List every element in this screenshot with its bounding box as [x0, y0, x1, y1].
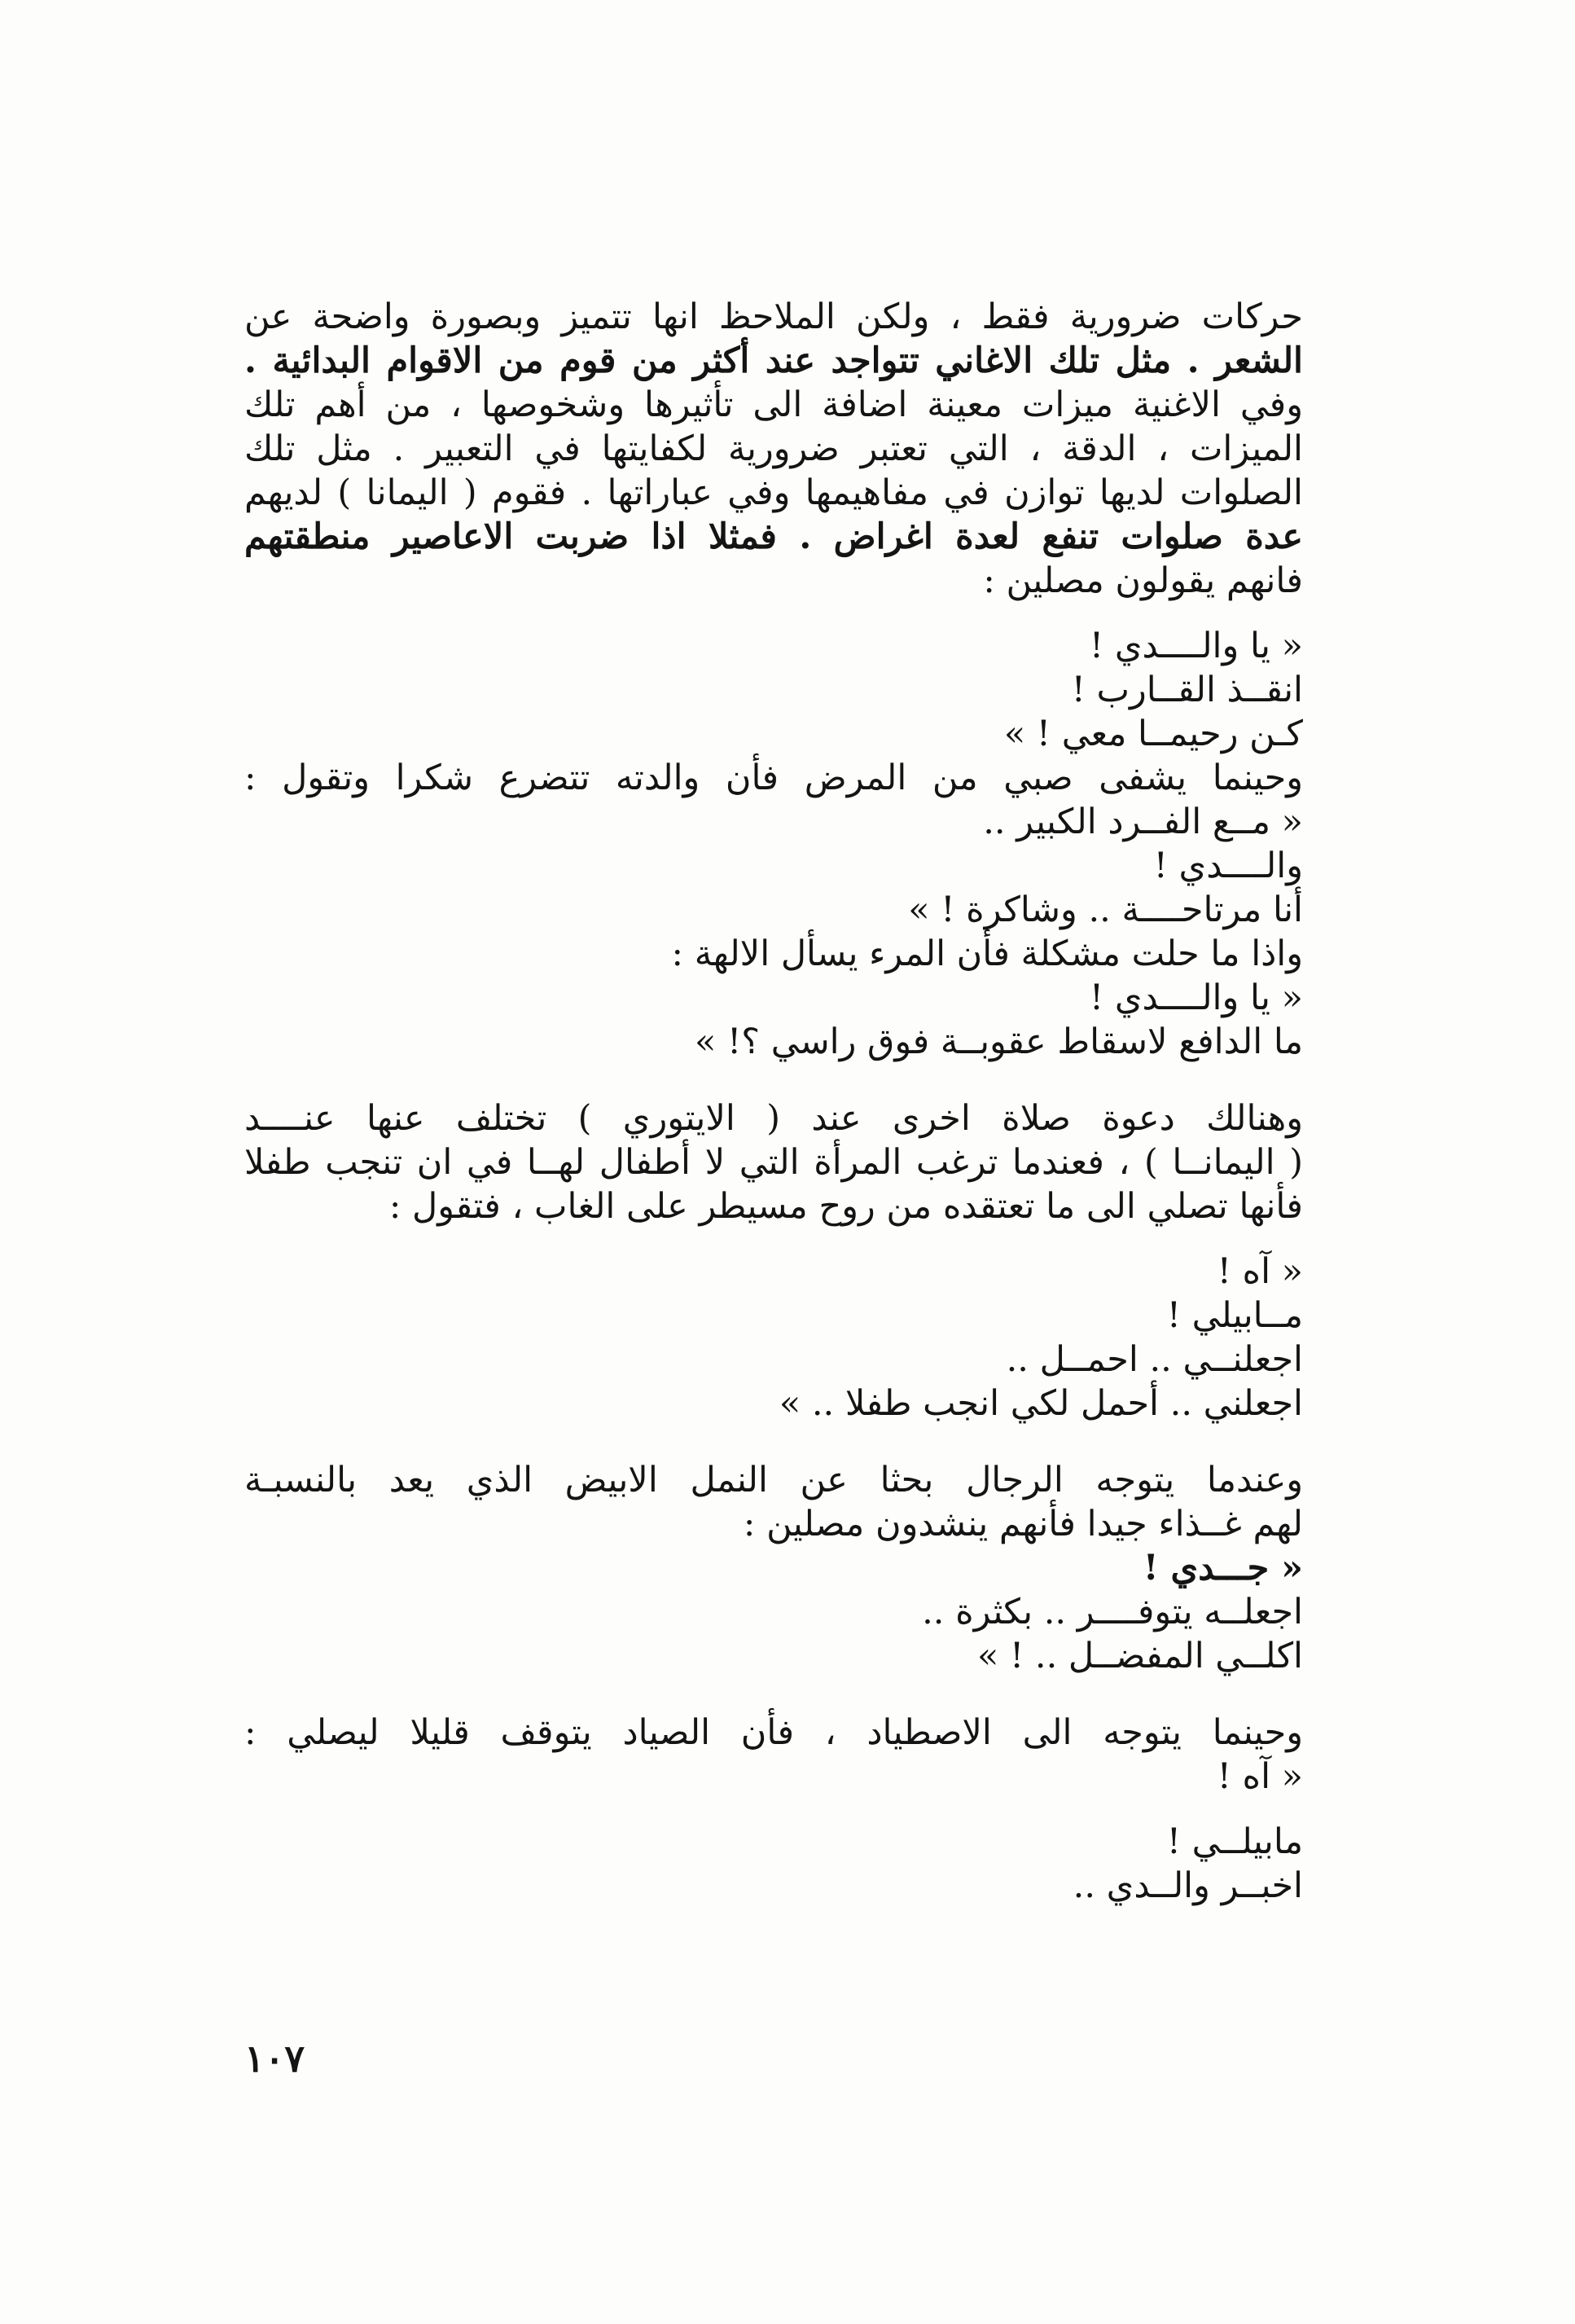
paragraph-5: [244, 1458, 1303, 1546]
paragraph-line: الشعر . مثل تلك الاغاني تتواجد عند أكثر من قوم من الاقوام البدائية .: [244, 340, 1303, 381]
page-body-text: [244, 295, 1303, 1908]
paragraph-line: فأنها تصلي الى ما تعتقده من روح مسيطر على الغاب ، فتقول :: [388, 1186, 1303, 1227]
verse-3: [244, 976, 1303, 1064]
verse-line: اجعلني .. أحمل لكي انجب طفلا .. »: [779, 1383, 1303, 1424]
verse-line: « يا والــــدي !: [1089, 626, 1303, 666]
verse-line: مــابيلي !: [1166, 1295, 1303, 1336]
verse-line: والــــدي !: [1153, 846, 1303, 886]
paragraph-line: ( اليمانــا ) ، فعندما ترغب المرأة التي لا أطفال لهــا في ان تنجب طفلا: [244, 1142, 1303, 1183]
verse-4: [244, 1250, 1303, 1426]
verse-line: اجعلــه يتوفــــر .. بكثرة ..: [922, 1592, 1303, 1632]
paragraph-line: الميزات ، الدقة ، التي تعتبر ضرورية لكفايتها في التعبير . مثل تلك: [244, 428, 1303, 469]
verse-line: كـن رحيمــا معي ! »: [1003, 714, 1303, 754]
paragraph-line: وهنالك دعوة صلاة اخرى عند ( الايتوري ) تختلف عنها عنــــد: [244, 1098, 1303, 1139]
paragraph-line: وفي الاغنية ميزات معينة اضافة الى تأثيرها وشخوصها ، من أهم تلك: [244, 384, 1303, 425]
paragraph-line: وحينما يشفى صبي من المرض فأن والدته تتضرع شكرا وتقول :: [244, 758, 1303, 798]
paragraph-line: حركات ضرورية فقط ، ولكن الملاحظ انها تتميز وبصورة واضحة عن: [244, 297, 1303, 337]
verse-line: « آه !: [1217, 1251, 1303, 1292]
paragraph-line: وحينما يتوجه الى الاصطياد ، فأن الصياد يتوقف قليلا ليصلي :: [244, 1712, 1303, 1753]
verse-line: « جـــدي !: [1143, 1548, 1303, 1588]
paragraph-line: وعندما يتوجه الرجال بحثا عن النمل الابيض الذي يعد بالنسبـة: [244, 1460, 1303, 1500]
verse-2: [244, 800, 1303, 932]
verse-1: [244, 624, 1303, 756]
paragraph-line: عدة صلوات تنفع لعدة اغراض . فمثلا اذا ضربت الاعاصير منطقتهم: [244, 516, 1303, 557]
verse-line: أنا مرتاحــــة .. وشاكرة ! »: [908, 890, 1303, 930]
verse-line: مابيلــي !: [1166, 1821, 1303, 1862]
paragraph-line: الصلوات لديها توازن في مفاهيمها وفي عباراتها . فقوم ( اليمانا ) لديهم: [244, 472, 1303, 513]
paragraph-4: [244, 1096, 1303, 1228]
paragraph-line: فانهم يقولون مصلين :: [983, 560, 1303, 601]
paragraph-line: لهم غــذاء جيدا فأنهم ينشدون مصلين :: [743, 1504, 1303, 1544]
verse-line: اجعلنــي .. احمــل ..: [1006, 1339, 1303, 1380]
page-number: ١٠٧: [244, 2036, 305, 2080]
verse-line: « آه !: [1217, 1756, 1303, 1797]
verse-line: انقــذ القــارب !: [1071, 670, 1303, 710]
verse-5: [244, 1546, 1303, 1678]
paragraph-1: [244, 295, 1303, 603]
verse-line: « مــع الفــرد الكبير ..: [983, 802, 1303, 842]
verse-6: [244, 1755, 1303, 1908]
verse-line: ما الدافع لاسقاط عقوبــة فوق راسي ؟! »: [695, 1021, 1303, 1062]
verse-line: اكلــي المفضــل .. ! »: [977, 1636, 1303, 1676]
paragraph-line: واذا ما حلت مشكلة فأن المرء يسأل الالهة :: [671, 934, 1303, 974]
verse-line: « يا والــــدي !: [1089, 977, 1303, 1018]
verse-line: اخبــر والــدي ..: [1073, 1865, 1303, 1906]
